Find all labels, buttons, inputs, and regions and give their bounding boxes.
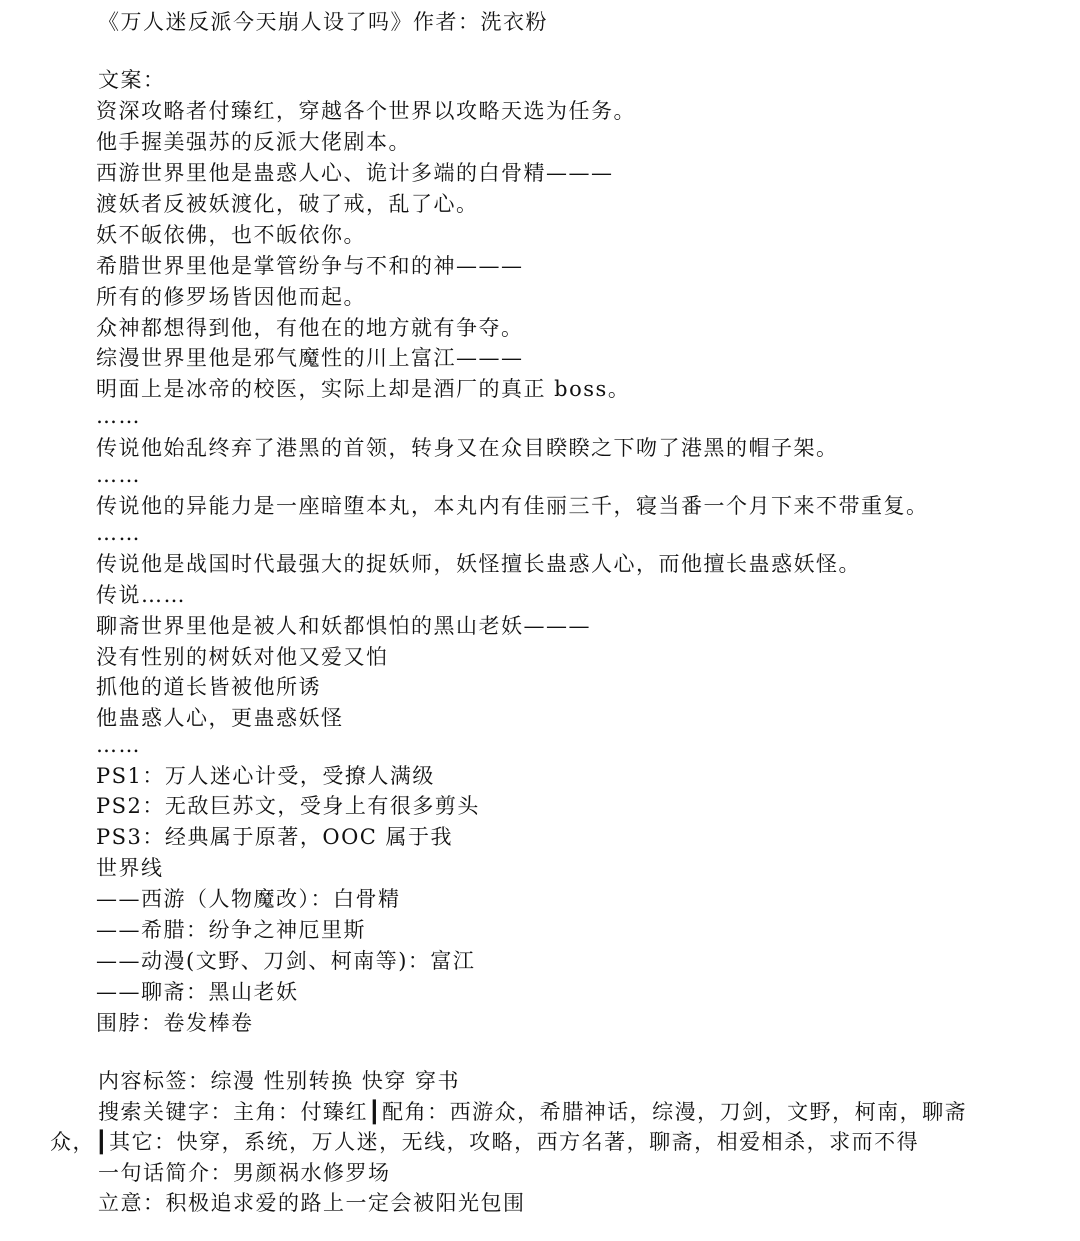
synopsis-line: 明面上是冰帝的校医，实际上却是酒厂的真正 boss。: [96, 377, 631, 401]
ellipsis-line: ……: [96, 521, 141, 545]
ellipsis-line: ……: [96, 404, 141, 428]
synopsis-line: 抓他的道长皆被他所诱: [96, 675, 321, 699]
synopsis-line: 众神都想得到他，有他在的地方就有争夺。: [96, 316, 524, 340]
one-line-summary: 一句话简介：男颜祸水修罗场: [98, 1161, 391, 1185]
ellipsis-line: ……: [96, 733, 141, 757]
weibo-line: 围脖：卷发棒卷: [96, 1011, 254, 1035]
synopsis-line: 渡妖者反被妖渡化，破了戒，乱了心。: [96, 192, 479, 216]
synopsis-line: 妖不皈依佛，也不皈依你。: [96, 223, 366, 247]
synopsis-line: 资深攻略者付臻红，穿越各个世界以攻略天选为任务。: [96, 99, 636, 123]
ps-note: PS2：无敌巨苏文，受身上有很多剪头: [96, 794, 480, 818]
content-tags: 内容标签：综漫 性别转换 快穿 穿书: [98, 1069, 461, 1093]
synopsis-line: 传说他的异能力是一座暗堕本丸，本丸内有佳丽三千，寝当番一个月下来不带重复。: [96, 494, 929, 518]
worldline-heading: 世界线: [96, 856, 164, 880]
ps-note: PS1：万人迷心计受，受撩人满级: [96, 764, 435, 788]
synopsis-line: 聊斋世界里他是被人和妖都惧怕的黑山老妖———: [96, 614, 591, 638]
synopsis-line: 传说……: [96, 583, 186, 607]
synopsis-line: 他蛊惑人心，更蛊惑妖怪: [96, 706, 344, 730]
synopsis-line: 西游世界里他是蛊惑人心、诡计多端的白骨精———: [96, 161, 614, 185]
synopsis-line: 没有性别的树妖对他又爱又怕: [96, 645, 389, 669]
theme-statement: 立意：积极追求爱的路上一定会被阳光包围: [98, 1191, 526, 1215]
synopsis-line: 传说他是战国时代最强大的捉妖师，妖怪擅长蛊惑人心，而他擅长蛊惑妖怪。: [96, 552, 861, 576]
synopsis-heading: 文案：: [98, 68, 166, 92]
synopsis-line: 希腊世界里他是掌管纷争与不和的神———: [96, 254, 524, 278]
synopsis-line: 他手握美强苏的反派大佬剧本。: [96, 130, 411, 154]
synopsis-line: 所有的修罗场皆因他而起。: [96, 285, 366, 309]
synopsis-line: 综漫世界里他是邪气魔性的川上富江———: [96, 346, 524, 370]
book-title-line: 《万人迷反派今天崩人设了吗》作者：洗衣粉: [98, 10, 548, 34]
search-keywords-continued: 众，┃其它：快穿，系统，万人迷，无线，攻略，西方名著，聊斋，相爱相杀，求而不得: [50, 1130, 920, 1154]
ellipsis-line: ……: [96, 463, 141, 487]
synopsis-line: 传说他始乱终弃了港黑的首领，转身又在众目睽睽之下吻了港黑的帽子架。: [96, 436, 839, 460]
worldline-item: ——希腊：纷争之神厄里斯: [96, 918, 366, 942]
worldline-item: ——西游（人物魔改）：白骨精: [96, 887, 401, 911]
search-keywords: 搜索关键字：主角：付臻红┃配角：西游众，希腊神话，综漫，刀剑，文野，柯南，聊斋: [98, 1100, 968, 1124]
worldline-item: ——动漫(文野、刀剑、柯南等)：富江: [96, 949, 476, 973]
ps-note: PS3：经典属于原著，OOC 属于我: [96, 825, 454, 849]
worldline-item: ——聊斋：黑山老妖: [96, 980, 299, 1004]
